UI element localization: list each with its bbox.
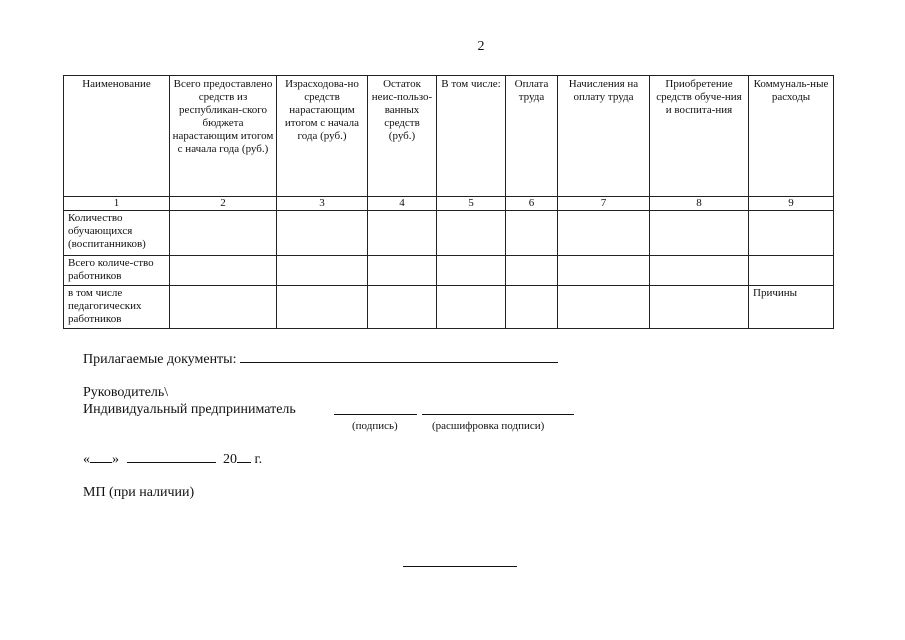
table-cell[interactable] bbox=[277, 211, 368, 256]
signature-caption: (подпись) bbox=[352, 420, 398, 432]
header-education-supplies: Приобретение средств обуче-ния и воспита-ния bbox=[650, 76, 749, 197]
attached-documents-label: Прилагаемые документы: bbox=[83, 352, 237, 367]
header-salary-charges: Начисления на оплату труда bbox=[558, 76, 650, 197]
column-number: 4 bbox=[368, 197, 437, 211]
column-number: 8 bbox=[650, 197, 749, 211]
page-number: 2 bbox=[477, 39, 485, 54]
table-cell[interactable] bbox=[277, 256, 368, 286]
manager-label: Руководитель\ bbox=[83, 385, 169, 400]
table-row bbox=[64, 286, 834, 329]
month-field[interactable] bbox=[127, 451, 216, 463]
signature-field[interactable] bbox=[334, 401, 417, 415]
table-cell[interactable] bbox=[506, 286, 558, 329]
reasons-cell[interactable]: Причины bbox=[749, 286, 834, 329]
date-close-quote: » bbox=[112, 452, 119, 467]
stamp-label: МП (при наличии) bbox=[83, 485, 195, 500]
row-label-teachers: в том числе педагогических работников bbox=[64, 286, 170, 329]
year-prefix: 20 bbox=[223, 452, 237, 467]
column-number: 2 bbox=[170, 197, 277, 211]
table-cell[interactable] bbox=[368, 211, 437, 256]
table-cell[interactable] bbox=[170, 211, 277, 256]
header-total-allocated: Всего предоставлено средств из республикан-ского бюджета нарастающим итогом с начала года (руб.) bbox=[170, 76, 277, 197]
table-cell[interactable] bbox=[506, 211, 558, 256]
column-number: 6 bbox=[506, 197, 558, 211]
table-row bbox=[64, 256, 834, 286]
table-row bbox=[64, 211, 834, 256]
header-spent: Израсходова-но средств нарастающим итогом с начала года (руб.) bbox=[277, 76, 368, 197]
table-cell[interactable] bbox=[558, 256, 650, 286]
date-open-quote: « bbox=[83, 452, 90, 467]
date-line bbox=[83, 451, 262, 468]
column-number: 5 bbox=[437, 197, 506, 211]
table-cell[interactable] bbox=[650, 286, 749, 329]
table-cell[interactable] bbox=[558, 286, 650, 329]
entrepreneur-label: Индивидуальный предприниматель bbox=[83, 402, 296, 417]
header-including: В том числе: bbox=[437, 76, 506, 197]
day-field[interactable] bbox=[90, 451, 112, 463]
header-utilities: Коммуналь-ные расходы bbox=[749, 76, 834, 197]
report-table bbox=[63, 75, 834, 329]
attached-documents-line bbox=[83, 351, 558, 368]
column-number: 7 bbox=[558, 197, 650, 211]
table-cell[interactable] bbox=[437, 286, 506, 329]
header-row bbox=[64, 76, 834, 197]
table-cell[interactable] bbox=[437, 256, 506, 286]
row-label-students: Количество обучающихся (воспитанников) bbox=[64, 211, 170, 256]
column-number: 1 bbox=[64, 197, 170, 211]
table-cell[interactable] bbox=[368, 256, 437, 286]
column-number: 9 bbox=[749, 197, 834, 211]
table-cell[interactable] bbox=[170, 286, 277, 329]
table-cell[interactable] bbox=[749, 211, 834, 256]
year-suffix: г. bbox=[254, 452, 263, 467]
header-salary: Оплата труда bbox=[506, 76, 558, 197]
table-cell[interactable] bbox=[506, 256, 558, 286]
bottom-divider bbox=[403, 566, 517, 567]
column-number: 3 bbox=[277, 197, 368, 211]
table-cell[interactable] bbox=[650, 256, 749, 286]
row-label-employees: Всего количе-ство работников bbox=[64, 256, 170, 286]
table-cell[interactable] bbox=[749, 256, 834, 286]
signature-decode-field[interactable] bbox=[422, 401, 574, 415]
header-name: Наименование bbox=[64, 76, 170, 197]
column-number-row bbox=[64, 197, 834, 211]
year-field[interactable] bbox=[237, 451, 251, 463]
signature-decode-caption: (расшифровка подписи) bbox=[432, 420, 545, 432]
table-cell[interactable] bbox=[368, 286, 437, 329]
table-cell[interactable] bbox=[650, 211, 749, 256]
table-cell[interactable] bbox=[437, 211, 506, 256]
table-cell[interactable] bbox=[170, 256, 277, 286]
table-cell[interactable] bbox=[277, 286, 368, 329]
table-cell[interactable] bbox=[558, 211, 650, 256]
header-remaining: Остаток неис-пользо-ванных средств (руб.) bbox=[368, 76, 437, 197]
attached-documents-field[interactable] bbox=[240, 351, 558, 363]
